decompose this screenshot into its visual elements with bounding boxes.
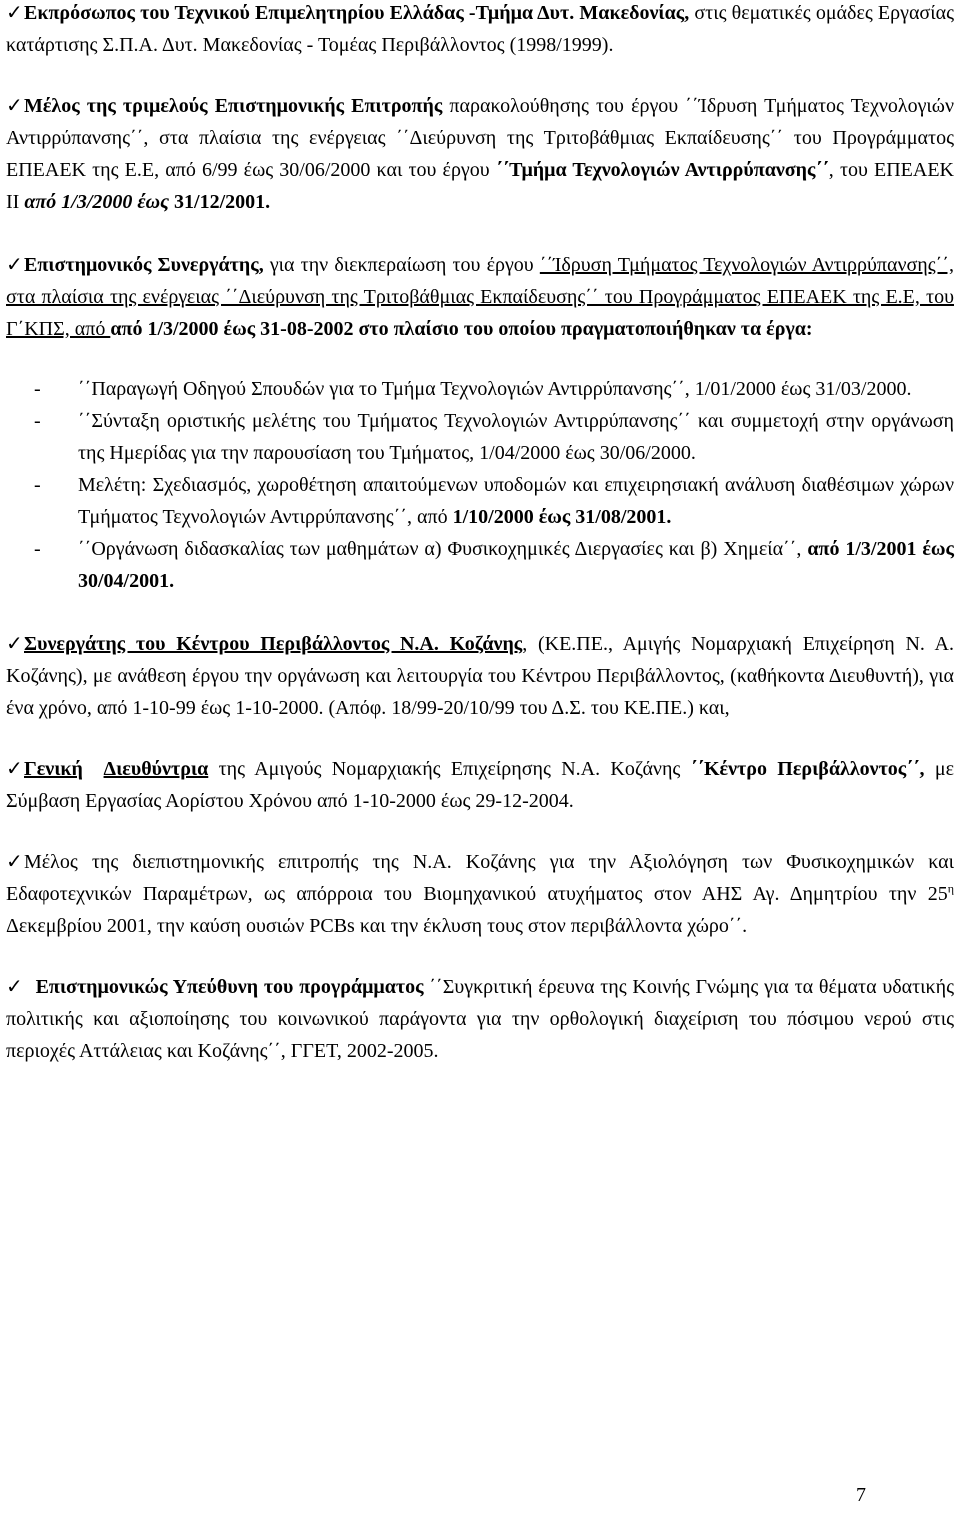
entry-heading: Μέλος της τριμελούς Επιστημονικής Επιτροπής <box>24 95 443 117</box>
entry-paragraph <box>6 248 954 345</box>
list-item-text: ΄΄Οργάνωση διδασκαλίας των μαθημάτων α) Φυσικοχημικές Διεργασίες και β) Χημεία΄΄, <box>78 538 808 560</box>
cv-entry-scientific-collaborator <box>6 248 954 597</box>
entry-heading: Γενική <box>24 758 83 780</box>
cv-entry-general-director <box>6 752 954 817</box>
entry-heading-role: Διευθύντρια <box>103 758 209 780</box>
entry-organization: ΄΄Κέντρο Περιβάλλοντος΄΄, <box>690 758 925 780</box>
entry-text: για την διεκπεραίωση του έργου <box>263 254 540 276</box>
list-item-period: από 1/3/2001 έως 30/04/2001. <box>78 538 954 592</box>
entry-project-title: ΄΄Ίδρυση Τμήματος Τεχνολογιών Αντιρρύπανσης΄΄, στα πλαίσια της ενέργειας ΄΄Διεύρυνση της Τριτοβάθμιας Εκπαίδευσης΄΄ του Προγράμματος ΕΠΕΑΕΚ της Ε.Ε, του Γ΄ΚΠΣ, από <box>6 254 954 340</box>
checkmark-icon: ✓ <box>6 849 23 873</box>
ordinal-superscript: η <box>947 881 954 896</box>
page-number: 7 <box>856 1484 866 1506</box>
checkmark-icon: ✓ <box>6 93 23 117</box>
entry-heading: Επιστημονικός Συνεργάτης, <box>24 254 264 276</box>
checkmark-icon: ✓ <box>6 756 23 780</box>
checkmark-icon: ✓ <box>6 631 23 655</box>
list-item <box>6 469 954 533</box>
list-dash: - <box>34 474 41 496</box>
entry-period: από 1/3/2000 έως <box>24 191 170 213</box>
entry-period-end: 31/12/2001. <box>169 191 271 213</box>
list-item <box>6 533 954 597</box>
list-item <box>6 405 954 469</box>
cv-entry-interdisciplinary-committee <box>6 845 954 942</box>
entry-text: στις θεματικές ομάδες Εργασίας κατάρτισης Σ.Π.Α. Δυτ. Μακεδονίας - Τομέας Περιβάλλοντος (1998/1999). <box>6 2 954 56</box>
entry-text: ΄΄Συγκριτική έρευνα της Κοινής Γνώμης για τα θέματα υδατικής πολιτικής και αξιοποίησης του κοινωνικού παράγοντα για την ορθολογική διαχείριση του πόσιμου νερού στις περιοχές Αττάλειας και Κοζάνης΄΄, ΓΓΕΤ, 2002-2005. <box>6 976 955 1062</box>
entry-period: από 1/3/2000 έως 31-08-2002 στο πλαίσιο του οποίου πραγματοποιήθηκαν τα έργα: <box>110 318 813 340</box>
list-dash: - <box>34 378 41 400</box>
cv-entry-scientific-committee <box>6 89 954 218</box>
entry-text: , (ΚΕ.ΠΕ., Αμιγής Νομαρχιακή Επιχείρηση Ν. Α. Κοζάνης), με ανάθεση έργου την οργάνωση και λειτουργία του Κέντρου Περιβάλλοντος, (καθήκοντα Διευθυντή), για ένα χρόνο, από 1-10-99 έως 1-10-2000. (Απόφ. 18/99-20/10/99 του Δ.Σ. του ΚΕ.ΠΕ.) και, <box>6 633 954 719</box>
entry-heading: Επιστημονικώς Υπεύθυνη του προγράμματος <box>35 976 424 998</box>
entry-project-title: ΄΄Τμήμα Τεχνολογιών Αντιρρύπανσης΄΄ <box>495 159 829 181</box>
entry-text: Μέλος της διεπιστημονικής επιτροπής της Ν.Α. Κοζάνης για την Αξιολόγηση των Φυσικοχημικών και Εδαφοτεχνικών Παραμέτρων, ως απόρροια του Βιομηχανικού ατυχήματος στον ΑΗΣ Αγ. Δημητρίου την 25 <box>6 851 954 905</box>
cv-entry-technical-chamber <box>6 0 954 61</box>
entry-text: της Αμιγούς Νομαρχιακής Επιχείρησης Ν.Α. Κοζάνης <box>208 758 691 780</box>
checkmark-icon: ✓ <box>6 252 23 276</box>
list-dash: - <box>34 538 41 560</box>
list-dash: - <box>34 410 41 432</box>
entry-text: , του ΕΠΕΑΕΚ ΙΙ <box>6 159 955 213</box>
entry-text: με Σύμβαση Εργασίας Αορίστου Χρόνου από 1-10-2000 έως 29-12-2004. <box>6 758 955 812</box>
entry-text: παρακολούθησης του έργου ΄΄Ίδρυση Τμήματος Τεχνολογιών Αντιρρύπανσης΄΄, στα πλαίσια της ενέργειας ΄΄Διεύρυνση της Τριτοβάθμιας Εκπαίδευσης΄΄ του Προγράμματος ΕΠΕΑΕΚ της Ε.Ε, από 6/99 έως 30/06/2000 και του έργου <box>6 95 955 181</box>
checkmark-icon: ✓ <box>6 0 23 24</box>
checkmark-icon: ✓ <box>6 974 23 998</box>
list-item-text: Μελέτη: Σχεδιασμός, χωροθέτηση απαιτούμενων υποδομών και επιχειρησιακή ανάλυση διαθέσιμων χώρων Τμήματος Τεχνολογιών Αντιρρύπανσης΄΄, από <box>78 474 954 528</box>
list-item <box>6 373 954 405</box>
list-item-period: 1/10/2000 έως 31/08/2001. <box>452 506 672 528</box>
entry-text: Δεκεμβρίου 2001, την καύση ουσιών PCBs και την έκλυση τους στον περιβάλλοντα χώρο΄΄. <box>6 915 748 937</box>
entry-heading: Συνεργάτης του Κέντρου Περιβάλλοντος Ν.Α. Κοζάνης <box>24 633 523 655</box>
cv-entry-scientific-lead <box>6 970 954 1067</box>
entry-heading: Εκπρόσωπος του Τεχνικού Επιμελητηρίου Ελλάδας -Τμήμα Δυτ. Μακεδονίας, <box>24 2 690 24</box>
document-page <box>6 0 954 1067</box>
list-item-text: ΄΄Παραγωγή Οδηγού Σπουδών για το Τμήμα Τεχνολογιών Αντιρρύπανσης΄΄, 1/01/2000 έως 31/03/2000. <box>78 378 912 400</box>
cv-entry-environment-center-collaborator <box>6 627 954 724</box>
list-item-text: ΄΄Σύνταξη οριστικής μελέτης του Τμήματος Τεχνολογιών Αντιρρύπανσης΄΄ και συμμετοχή στην οργάνωση της Ημερίδας για την παρουσίαση του Τμήματος, 1/04/2000 έως 30/06/2000. <box>78 410 954 464</box>
project-list <box>6 373 954 597</box>
